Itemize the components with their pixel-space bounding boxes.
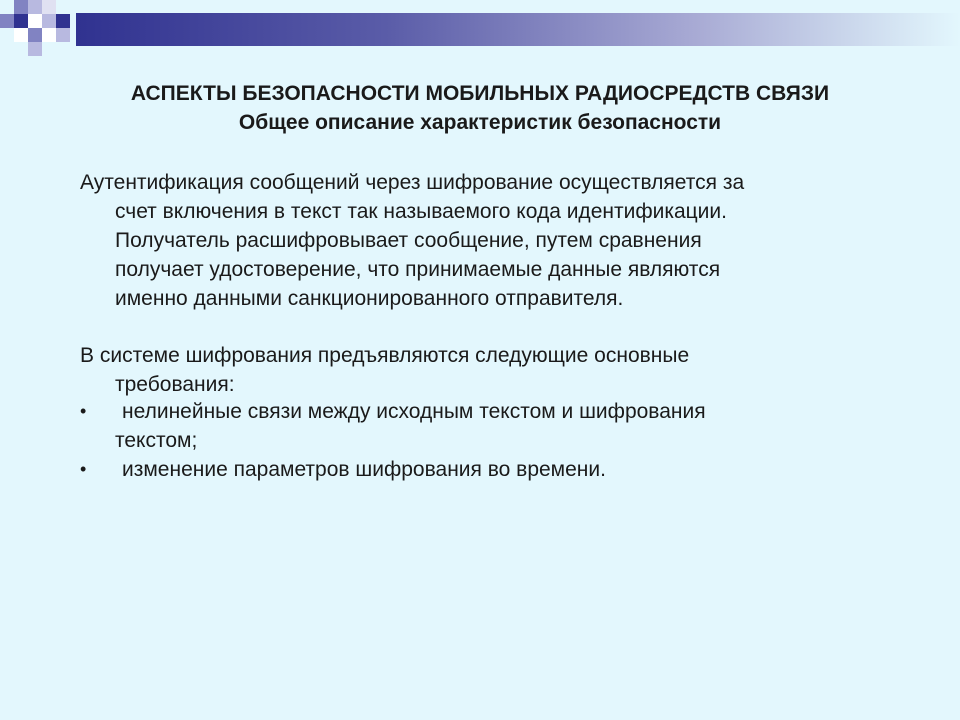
paragraph-line: Получатель расшифровывает сообщение, путем сравнения <box>115 229 702 252</box>
bullet-icon: • <box>80 459 87 479</box>
decor-square <box>14 14 28 28</box>
decor-square <box>28 42 42 56</box>
decor-square <box>28 0 42 14</box>
bullet-icon: • <box>80 401 87 421</box>
decor-square <box>42 0 56 14</box>
decor-square <box>28 14 42 28</box>
decor-square <box>42 28 56 42</box>
slide-subtitle: Общее описание характеристик безопасности <box>238 111 722 134</box>
header-gradient-band <box>76 13 960 46</box>
bullet-text: текстом; <box>115 429 198 452</box>
paragraph-line: получает удостоверение, что принимаемые данные являются <box>115 258 721 281</box>
paragraph-authentication <box>80 168 850 313</box>
paragraph-line: Аутентификация сообщений через шифрование осуществляется за <box>80 171 745 194</box>
decor-square <box>56 28 70 42</box>
paragraph-line: счет включения в текст так называемого кода идентификации. <box>115 200 727 223</box>
decor-square <box>0 14 14 28</box>
decor-square <box>56 14 70 28</box>
paragraph-line: В системе шифрования предъявляются следующие основные <box>80 344 690 367</box>
paragraph-requirements <box>80 341 850 399</box>
bullet-item <box>80 455 850 484</box>
decor-square <box>28 28 42 42</box>
decor-square <box>14 0 28 14</box>
bullet-text: нелинейные связи между исходным текстом и шифрования <box>122 400 706 423</box>
bullet-text: изменение параметров шифрования во времени. <box>122 458 606 481</box>
paragraph-line: именно данными санкционированного отправителя. <box>115 287 624 310</box>
paragraph-line: требования: <box>115 373 235 396</box>
bullet-item <box>80 397 850 455</box>
decor-square <box>14 28 28 42</box>
decor-square <box>42 14 56 28</box>
slide-title: АСПЕКТЫ БЕЗОПАСНОСТИ МОБИЛЬНЫХ РАДИОСРЕДСТВ СВЯЗИ <box>130 82 830 105</box>
